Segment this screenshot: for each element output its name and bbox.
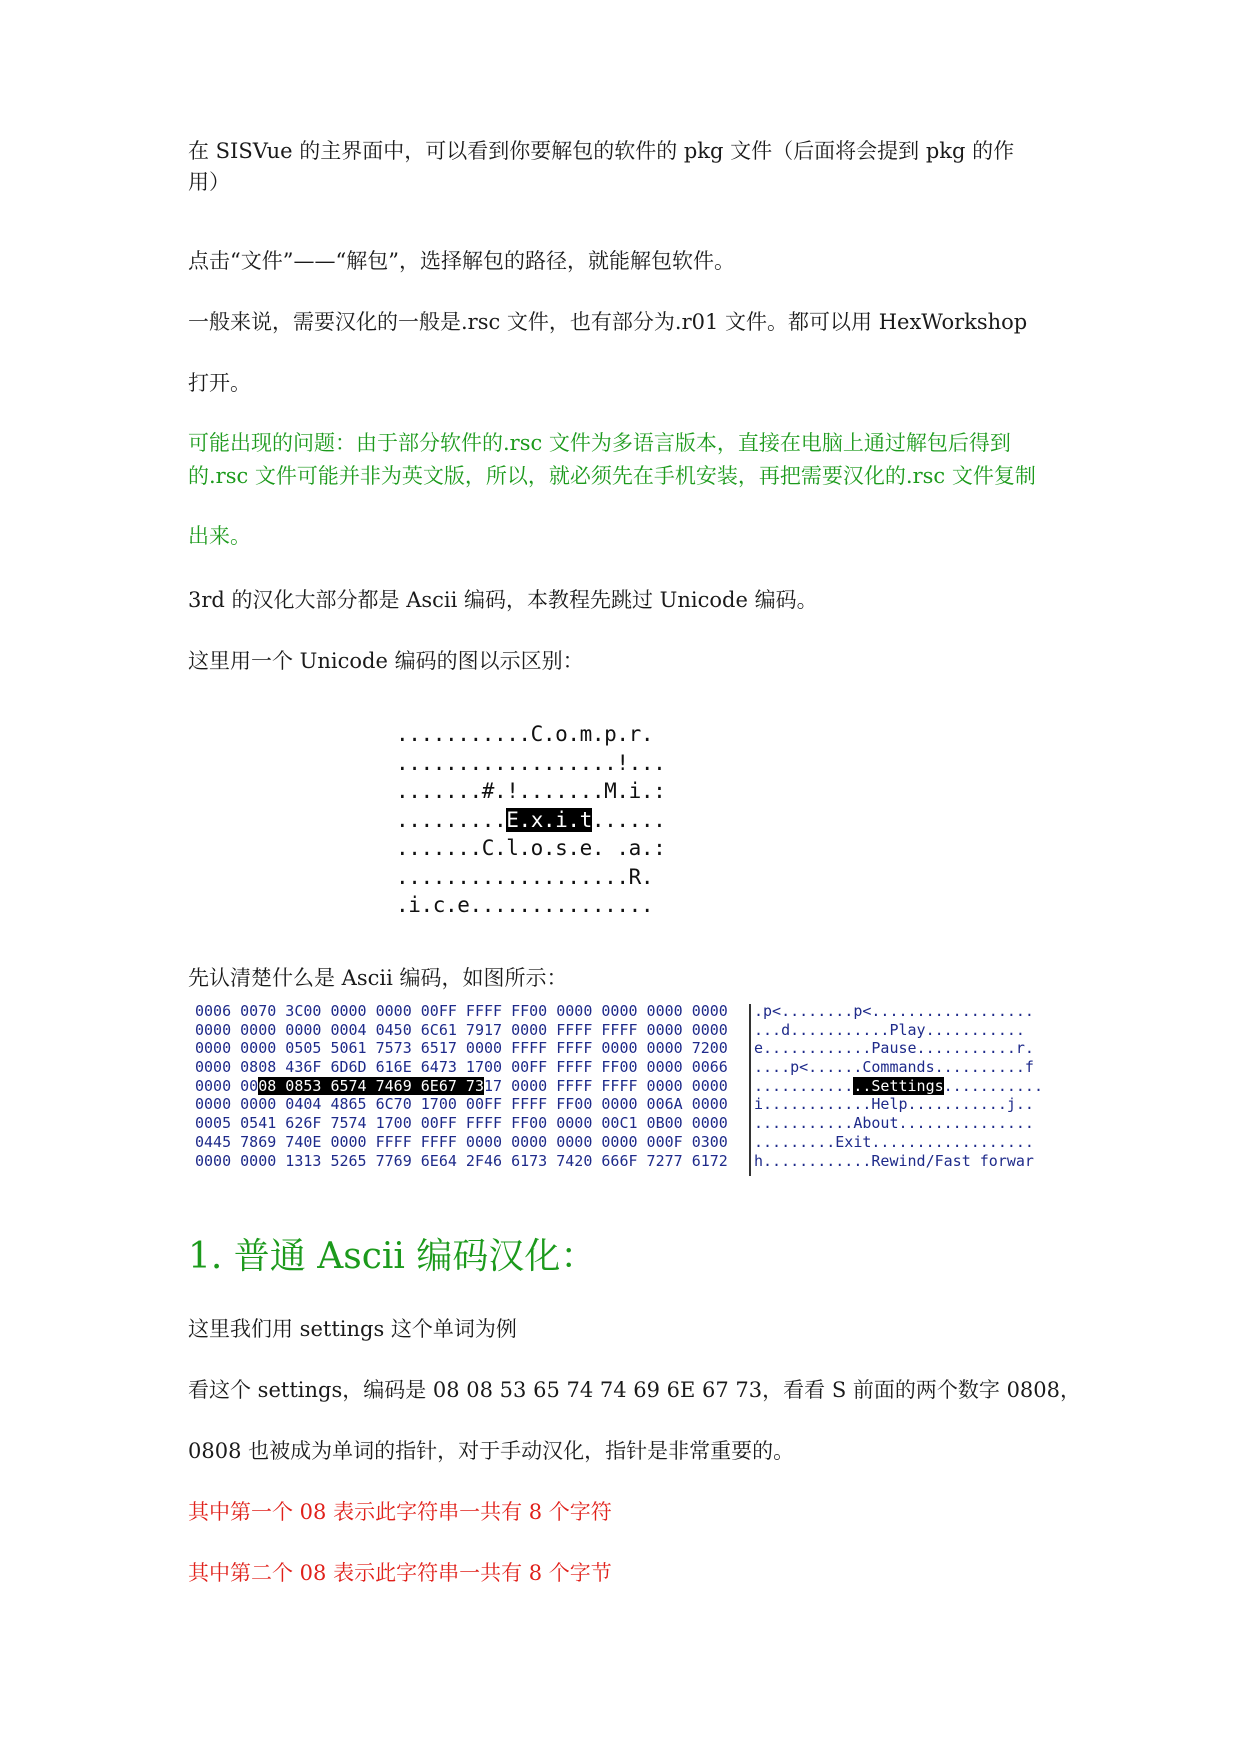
ascii-row	[754, 1002, 1043, 1021]
hex-highlight: 08 0853 6574 7469 6E67 73	[258, 1076, 484, 1095]
ascii-highlight: ..Settings	[853, 1076, 944, 1095]
hex-text: 0005 0541 626F 7574 1700 00FF FFFF FF00 0000 00C1 0B00 0000	[195, 1114, 728, 1133]
ascii-text: h............Rewind/Fast forwar	[754, 1151, 1034, 1170]
paragraph-intro	[188, 136, 1068, 198]
ascii-row	[754, 1114, 1043, 1133]
ascii-text: ...d...........Play...........	[754, 1020, 1025, 1039]
ascii-text: e............Pause...........r.	[754, 1039, 1034, 1058]
paragraph-settings-example: 这里我们用 settings 这个单词为例	[188, 1317, 517, 1341]
unicode-figure-row	[396, 720, 700, 749]
unicode-figure-text: ...................R.	[396, 864, 654, 889]
unicode-figure-row	[396, 863, 700, 892]
warning-line3: 出来。	[188, 524, 251, 548]
unicode-figure-row	[396, 806, 700, 835]
hex-row	[195, 1002, 753, 1021]
ascii-hex-figure	[188, 1002, 1043, 1182]
paragraph-intro-line2: 用）	[188, 170, 230, 194]
hex-row	[195, 1152, 753, 1171]
paragraph-open: 打开。	[188, 371, 251, 395]
paragraph-pointer: 0808 也被成为单词的指针，对于手动汉化，指针是非常重要的。	[188, 1439, 795, 1463]
ascii-column	[754, 1002, 1043, 1170]
ascii-text: ...........	[943, 1076, 1043, 1095]
hex-text: 0000 0808 436F 6D6D 616E 6473 1700 00FF FFFF FF00 0000 0066	[195, 1058, 728, 1077]
paragraph-unicode-example: 这里用一个 Unicode 编码的图以示区别：	[188, 649, 584, 673]
hex-row	[195, 1021, 753, 1040]
hex-row	[195, 1039, 753, 1058]
ascii-row	[754, 1039, 1043, 1058]
ascii-text: ...........	[754, 1076, 854, 1095]
ascii-row	[754, 1058, 1043, 1077]
hex-text: 0000 0000 0000 0004 0450 6C61 7917 0000 FFFF FFFF 0000 0000	[195, 1020, 728, 1039]
note-byte-count: 其中第二个 08 表示此字符串一共有 8 个字节	[188, 1561, 612, 1585]
unicode-figure-text: .........	[396, 807, 507, 832]
note-character-count: 其中第一个 08 表示此字符串一共有 8 个字符	[188, 1500, 612, 1524]
warning-line2: 的.rsc 文件可能并非为英文版，所以，就必须先在手机安装，再把需要汉化的.rsc 文件复制	[188, 464, 1036, 488]
paragraph-rsc-files: 一般来说，需要汉化的一般是.rsc 文件，也有部分为.r01 文件。都可以用 HexWorkshop	[188, 310, 1028, 334]
hex-text: 17 0000 FFFF FFFF 0000 0000	[484, 1076, 728, 1095]
hex-text: 0000 00	[195, 1076, 259, 1095]
ascii-text: .p<........p<..................	[754, 1002, 1034, 1020]
paragraph-unpack: 点击“文件”——“解包”，选择解包的路径，就能解包软件。	[188, 249, 735, 273]
unicode-figure-text: .i.c.e...............	[396, 893, 654, 917]
paragraph-ascii-encoding: 3rd 的汉化大部分都是 Ascii 编码，本教程先跳过 Unicode 编码。	[188, 588, 818, 612]
ascii-row	[754, 1095, 1043, 1114]
unicode-figure-row	[396, 891, 700, 918]
unicode-figure-highlight: E.x.i.t	[506, 807, 592, 832]
hex-row	[195, 1077, 753, 1096]
hex-row	[195, 1095, 753, 1114]
hex-text: 0000 0000 0505 5061 7573 6517 0000 FFFF FFFF 0000 0000 7200	[195, 1039, 728, 1058]
hex-column	[195, 1002, 753, 1170]
ascii-row	[754, 1077, 1043, 1096]
ascii-row	[754, 1152, 1043, 1171]
ascii-row	[754, 1021, 1043, 1040]
unicode-figure-row	[396, 777, 700, 806]
warning-line1: 可能出现的问题：由于部分软件的.rsc 文件为多语言版本，直接在电脑上通过解包后得到	[188, 431, 1011, 455]
hex-row	[195, 1114, 753, 1133]
ascii-row	[754, 1133, 1043, 1152]
unicode-figure-row	[396, 834, 700, 863]
unicode-figure-text: .......C.l.o.s.e. .a.:	[396, 836, 666, 860]
unicode-figure-row	[396, 749, 700, 778]
ascii-text: ...........About...............	[754, 1114, 1034, 1133]
paragraph-settings-encoding: 看这个 settings，编码是 08 08 53 65 74 74 69 6E 67 73，看看 S 前面的两个数字 0808，	[188, 1378, 1082, 1402]
hex-text: 0000 0000 1313 5265 7769 6E64 2F46 6173 7420 666F 7277 6172	[195, 1151, 728, 1170]
unicode-figure-text: ......	[591, 807, 666, 832]
unicode-figure-text: .......#.!.......M.i.:	[396, 779, 666, 803]
warning-note	[188, 428, 1068, 552]
ascii-text: i............Help...........j..	[754, 1095, 1034, 1114]
paragraph-ascii-figure-intro: 先认清楚什么是 Ascii 编码，如图所示：	[188, 966, 568, 990]
hex-text: 0006 0070 3C00 0000 0000 00FF FFFF FF00 0000 0000 0000 0000	[195, 1002, 728, 1020]
hex-row	[195, 1133, 753, 1152]
section-heading: 1. 普通 Ascii 编码汉化：	[188, 1236, 597, 1277]
hex-text: 0000 0000 0404 4865 6C70 1700 00FF FFFF FF00 0000 006A 0000	[195, 1095, 728, 1114]
unicode-figure-text: ..................!...	[396, 750, 666, 775]
hex-row	[195, 1058, 753, 1077]
paragraph-intro-line1: 在 SISVue 的主界面中，可以看到你要解包的软件的 pkg 文件（后面将会提到 pkg 的作	[188, 139, 1015, 163]
ascii-text: .........Exit..................	[754, 1132, 1034, 1151]
column-divider	[749, 1004, 751, 1176]
hex-text: 0445 7869 740E 0000 FFFF FFFF 0000 0000 0000 0000 000F 0300	[195, 1132, 728, 1151]
unicode-figure-text: ...........C.o.m.p.r.	[396, 722, 654, 746]
unicode-hex-figure	[396, 720, 700, 918]
ascii-text: ....p<......Commands..........f	[754, 1058, 1034, 1077]
